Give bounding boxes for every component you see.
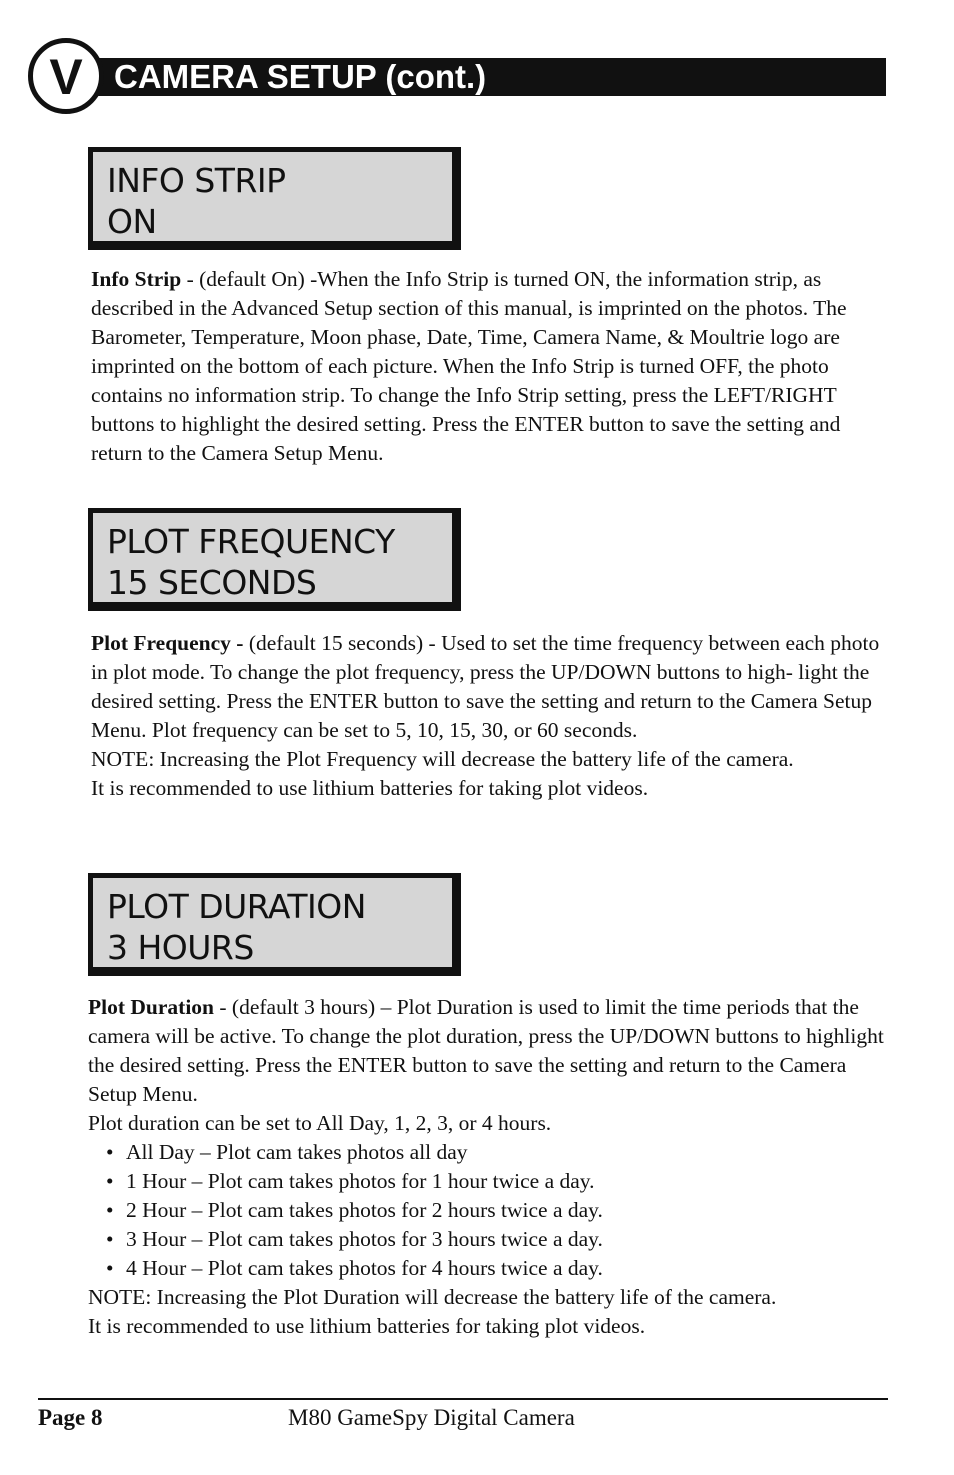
document-title: M80 GameSpy Digital Camera [288,1405,575,1430]
plot-duration-text: - (default 3 hours) – Plot Duration is used to limit the time periods that the camera will be active. To change the plot duration, press the UP/DOWN buttons to highlight the desired setting. Press the ENTER button to save the setting and return to the Camera Setup Menu. [88,995,884,1106]
lcd-display-plot-frequency [88,508,461,611]
info-strip-description [91,265,891,468]
footer-divider [38,1398,888,1400]
plot-frequency-note-2: It is recommended to use lithium batteries for taking plot videos. [91,776,649,800]
lcd-line-2: 15 SECONDS [107,563,317,602]
plot-duration-term: Plot Duration [88,995,215,1019]
list-item: • 4 Hour – Plot cam takes photos for 4 hours twice a day. [104,1254,888,1283]
plot-frequency-text: (default 15 seconds) - Used to set the time frequency between each photo in plot mode. To change the plot frequency, press the UP/DOWN buttons to high- light the desired setting. Press the ENTER button to save the setting and return to the Camera Setup Menu. Plot frequency can be set to 5, 10, 15, 30, or 60 seconds. [91,631,880,742]
section-header [26,36,888,116]
plot-duration-note-1: NOTE: Increasing the Plot Duration will decrease the battery life of the camera. [88,1285,777,1309]
lcd-line-1: PLOT FREQUENCY [107,522,395,561]
page-number: Page 8 [38,1405,103,1430]
plot-frequency-description [91,629,891,803]
plot-duration-note-2: It is recommended to use lithium batteries for taking plot videos. [88,1314,646,1338]
info-strip-term: Info Strip [91,267,182,291]
lcd-line-1: INFO STRIP [107,161,286,200]
plot-frequency-note-1: NOTE: Increasing the Plot Frequency will decrease the battery life of the camera. [91,747,794,771]
plot-frequency-term: Plot Frequency - [91,631,244,655]
info-strip-text: - (default On) -When the Info Strip is turned ON, the information strip, as described in the Advanced Setup section of this manual, is imprinted on the photos. The Barometer, Temperature, Moon phase, Date, Time, Camera Name, & Moultrie logo are imprinted on the bottom of each picture. When the Info Strip is turned OFF, the photo contains no information strip. To change the Info Strip setting, press the LEFT/RIGHT buttons to highlight the desired setting. Press the ENTER button to save the setting and return to the Camera Setup Menu. [91,267,847,465]
lcd-line-2: 3 HOURS [107,928,254,967]
list-item: • 2 Hour – Plot cam takes photos for 2 hours twice a day. [104,1196,888,1225]
section-numeral-badge [28,38,104,114]
plot-duration-description [88,993,888,1341]
plot-duration-options-list [88,1138,888,1283]
lcd-line-1: PLOT DURATION [107,887,366,926]
plot-duration-options-intro: Plot duration can be set to All Day, 1, 2, 3, or 4 hours. [88,1111,552,1135]
lcd-display-plot-duration [88,873,461,976]
section-title: CAMERA SETUP (cont.) [74,58,886,96]
list-item: • 1 Hour – Plot cam takes photos for 1 hour twice a day. [104,1167,888,1196]
lcd-display-info-strip [88,147,461,250]
section-numeral: V [49,49,83,105]
list-item: • 3 Hour – Plot cam takes photos for 3 hours twice a day. [104,1225,888,1254]
lcd-line-2: ON [107,202,157,241]
list-item: • All Day – Plot cam takes photos all day [104,1138,888,1167]
